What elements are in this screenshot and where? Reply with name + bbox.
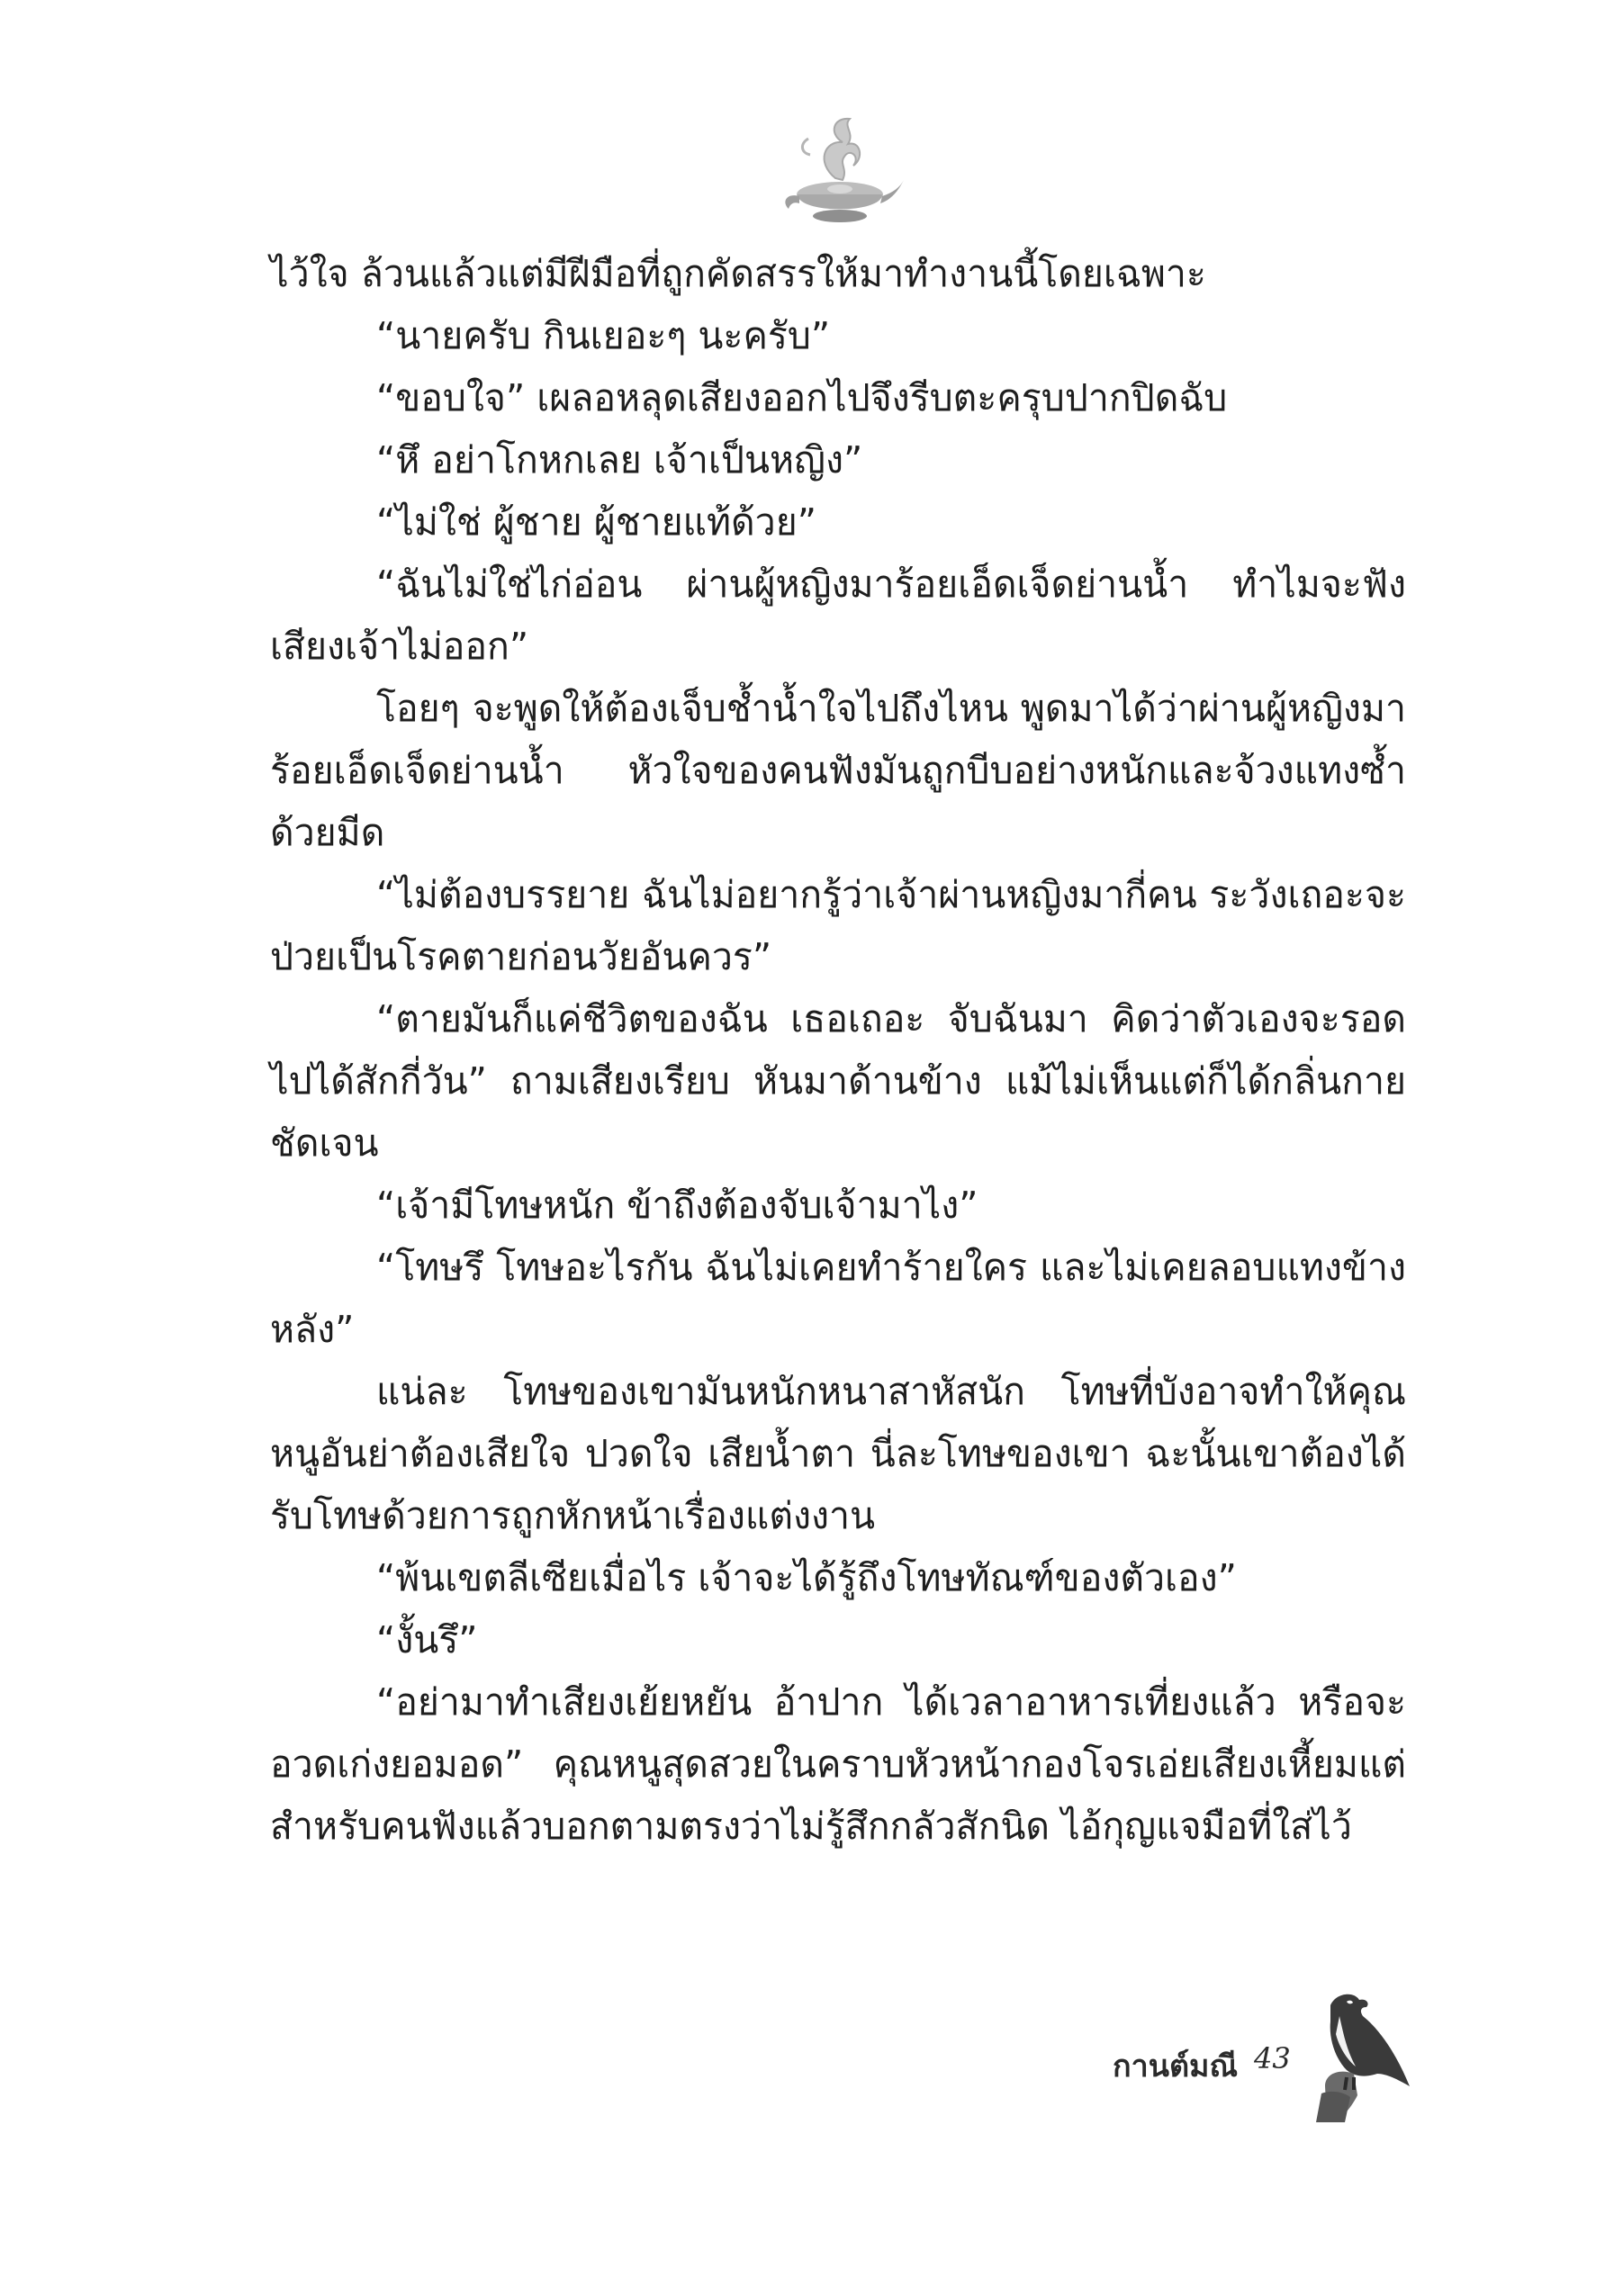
paragraph: “เจ้ามีโทษหนัก ข้าถึงต้องจับเจ้ามาไง”: [376, 1184, 978, 1227]
paragraph: “นายครับ กินเยอะๆ นะครับ”: [376, 314, 831, 357]
author-name: กานต์มณี: [1113, 2048, 1238, 2084]
paragraph: “พ้นเขตลีเซียเมื่อไร เจ้าจะได้รู้ถึงโทษทัณฑ์ของตัวเอง”: [376, 1556, 1237, 1599]
paragraph: “ขอบใจ” เผลอหลุดเสียงออกไปจึงรีบตะครุบปากปิดฉับ: [376, 376, 1228, 419]
paragraph: “ไม่ต้องบรรยาย ฉันไม่อยากรู้ว่าเจ้าผ่านหญิงมากี่คน ระวังเถอะจะป่วยเป็นโรคตายก่อนวัยอันควร”: [270, 873, 1406, 978]
page-number: 43: [1254, 2041, 1291, 2075]
falcon-icon: [1303, 1980, 1420, 2124]
paragraph: “โทษรึ โทษอะไรกัน ฉันไม่เคยทำร้ายใคร และไม่เคยลอบแทงข้างหลัง”: [270, 1246, 1406, 1351]
lamp-with-smoke-icon: [772, 106, 907, 241]
paragraph: “ฉันไม่ใช่ไก่อ่อน ผ่านผู้หญิงมาร้อยเอ็ดเจ็ดย่านน้ำ ทำไมจะฟังเสียงเจ้าไม่ออก”: [270, 563, 1406, 668]
paragraph: โอยๆ จะพูดให้ต้องเจ็บช้ำน้ำใจไปถึงไหน พูดมาได้ว่าผ่านผู้หญิงมาร้อยเอ็ดเจ็ดย่านน้ำ หัวใจของคนฟังมันถูกบีบอย่างหนักและจ้วงแทงซ้ำด้วยมีด: [270, 687, 1406, 854]
paragraph: “หึ อย่าโกหกเลย เจ้าเป็นหญิง”: [376, 438, 863, 482]
paragraph: ไว้ใจ ล้วนแล้วแต่มีฝีมือที่ถูกคัดสรรให้มาทำงานนี้โดยเฉพาะ: [270, 252, 1206, 295]
paragraph: “อย่ามาทำเสียงเย้ยหยัน อ้าปาก ได้เวลาอาหารเที่ยงแล้ว หรือจะอวดเก่งยอมอด” คุณหนูสุดสวยในคราบหัวหน้ากองโจรเอ่ยเสียงเหี้ยมแต่สำหรับคนฟังแล้วบอกตามตรงว่าไม่รู้สึกกลัวสักนิด ไอ้กุญแจมือที่ใส่ไว้: [270, 1680, 1406, 1848]
paragraph: แน่ละ โทษของเขามันหนักหนาสาหัสนัก โทษที่บังอาจทำให้คุณหนูอันย่าต้องเสียใจ ปวดใจ เสียน้ำตา นี่ละโทษของเขา ฉะนั้นเขาต้องได้รับโทษด้วยการถูกหักหน้าเรื่องแต่งงาน: [270, 1370, 1406, 1537]
paragraph: “ไม่ใช่ ผู้ชาย ผู้ชายแท้ด้วย”: [376, 500, 816, 544]
body-text: [270, 243, 1406, 1858]
paragraph: “ตายมันก็แค่ชีวิตของฉัน เธอเถอะ จับฉันมา คิดว่าตัวเองจะรอดไปได้สักกี่วัน” ถามเสียงเรียบ หันมาด้านข้าง แม้ไม่เห็นแต่ก็ได้กลิ่นกายชัดเจน: [270, 997, 1406, 1165]
paragraph: “งั้นรึ”: [376, 1618, 478, 1661]
